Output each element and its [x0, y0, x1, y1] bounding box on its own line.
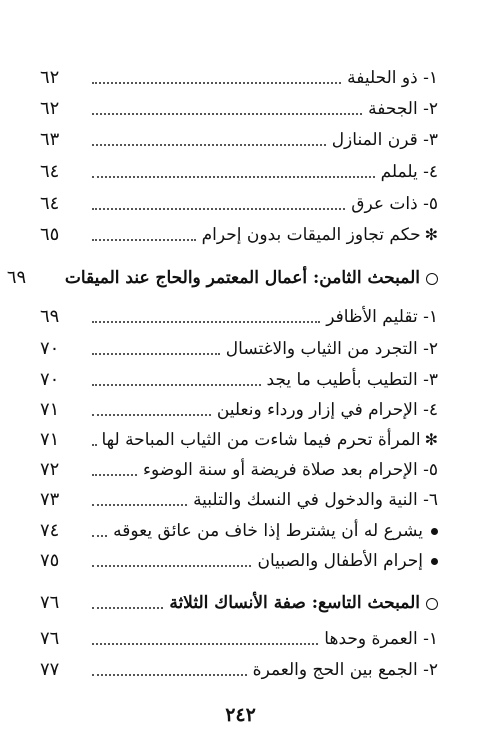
entry-page: ٦٥	[40, 224, 60, 245]
entry-page: ٧٧	[40, 659, 60, 680]
entry-page: ٧٢	[40, 459, 60, 480]
toc-entry	[40, 395, 438, 425]
entry-page: ٦٩	[6, 267, 27, 288]
entry-title-wrap	[196, 220, 438, 250]
entry-page: ٦٣	[40, 129, 60, 150]
entry-title: ٣- قرن المنازل	[331, 130, 438, 150]
toc-section-heading	[6, 263, 438, 293]
circle-bullet-icon	[426, 598, 438, 610]
asterisk-icon: ✻	[424, 430, 438, 449]
dot-leader	[92, 321, 320, 323]
dot-leader	[92, 353, 220, 355]
toc-entry	[40, 655, 438, 685]
heading-title: المبحث التاسع: صفة الأنساك الثلاثة	[169, 593, 420, 613]
entry-page: ٦٤	[40, 161, 60, 182]
entry-title-wrap	[251, 546, 438, 576]
entry-title: ١- ذو الحليفة	[347, 68, 438, 88]
entry-page: ٧١	[40, 399, 60, 420]
entry-title: ٢- الجحفة	[368, 99, 438, 119]
dot-leader	[92, 607, 163, 609]
heading-title-wrap	[59, 263, 438, 293]
entry-page: ٦٢	[40, 98, 60, 119]
dot-leader	[92, 176, 375, 178]
page-number: ٢٤٢	[225, 704, 256, 726]
dot-leader	[92, 384, 261, 386]
dot-leader	[92, 474, 137, 476]
entry-page: ٦٤	[40, 193, 60, 214]
dot-leader	[92, 82, 341, 84]
toc-entry	[40, 365, 438, 395]
entry-page: ٧٣	[40, 489, 60, 510]
entry-title: حكم تجاوز الميقات بدون إحرام	[201, 225, 421, 245]
dot-bullet-icon	[431, 558, 438, 565]
asterisk-icon: ✻	[424, 225, 438, 244]
dot-leader	[92, 643, 318, 645]
toc-entry	[40, 157, 438, 187]
entry-title: إحرام الأطفال والصبيان	[257, 551, 423, 571]
entry-page: ٧٤	[40, 520, 60, 541]
entry-page: ٧٠	[40, 338, 60, 359]
toc-entry	[40, 624, 438, 654]
toc-entry	[40, 125, 438, 155]
dot-leader	[92, 504, 187, 506]
entry-title: ٢- الجمع بين الحج والعمرة	[252, 660, 438, 680]
dot-leader	[92, 239, 196, 241]
dot-leader	[92, 144, 326, 146]
entry-title: ٥- الإحرام بعد صلاة فريضة أو سنة الوضوء	[142, 460, 438, 480]
entry-page: ٧٦	[40, 628, 60, 649]
entry-title: ٣- التطيب بأطيب ما يجد	[266, 370, 438, 390]
dot-leader	[92, 565, 251, 567]
entry-title-wrap	[107, 516, 438, 546]
toc-entry	[40, 220, 438, 250]
entry-page: ٧٥	[40, 550, 60, 571]
entry-title: ٤- الإحرام في إزار ورداء ونعلين	[216, 400, 438, 420]
toc-entry	[40, 425, 438, 455]
toc-section-heading	[40, 588, 438, 618]
entry-title: ١- تقليم الأظافر	[326, 307, 438, 327]
entry-title: ٥- ذات عرق	[351, 194, 438, 214]
toc-entry	[40, 302, 438, 332]
toc-entry	[40, 334, 438, 364]
toc-entry	[40, 63, 438, 93]
entry-title: يشرع له أن يشترط إذا خاف من عائق يعوقه	[113, 521, 423, 541]
heading-title: المبحث الثامن: أعمال المعتمر والحاج عند الميقات	[64, 268, 420, 288]
entry-title-wrap	[95, 425, 438, 455]
circle-bullet-icon	[426, 273, 438, 285]
dot-leader	[92, 113, 362, 115]
entry-page: ٧٠	[40, 369, 60, 390]
dot-leader	[92, 414, 211, 416]
dot-bullet-icon	[431, 528, 438, 535]
dot-leader	[92, 535, 107, 537]
toc-entry	[40, 546, 438, 576]
entry-page: ٦٢	[40, 67, 60, 88]
entry-title: المرأة تحرم فيما شاءت من الثياب المباحة لها	[101, 430, 421, 450]
toc-entry	[40, 189, 438, 219]
entry-title: ١- العمرة وحدها	[324, 629, 438, 649]
entry-page: ٧٦	[40, 592, 60, 613]
toc-entry	[40, 94, 438, 124]
dot-leader	[92, 674, 247, 676]
entry-title: ٢- التجرد من الثياب والاغتسال	[225, 339, 438, 359]
entry-page: ٦٩	[40, 306, 60, 327]
entry-page: ٧١	[40, 429, 60, 450]
toc-entry	[40, 485, 438, 515]
dot-leader	[92, 444, 95, 446]
dot-leader	[92, 208, 345, 210]
entry-title: ٤- يلملم	[380, 162, 438, 182]
toc-entry	[40, 516, 438, 546]
entry-title: ٦- النية والدخول في النسك والتلبية	[193, 490, 438, 510]
toc-entry	[40, 455, 438, 485]
heading-title-wrap	[163, 588, 438, 618]
